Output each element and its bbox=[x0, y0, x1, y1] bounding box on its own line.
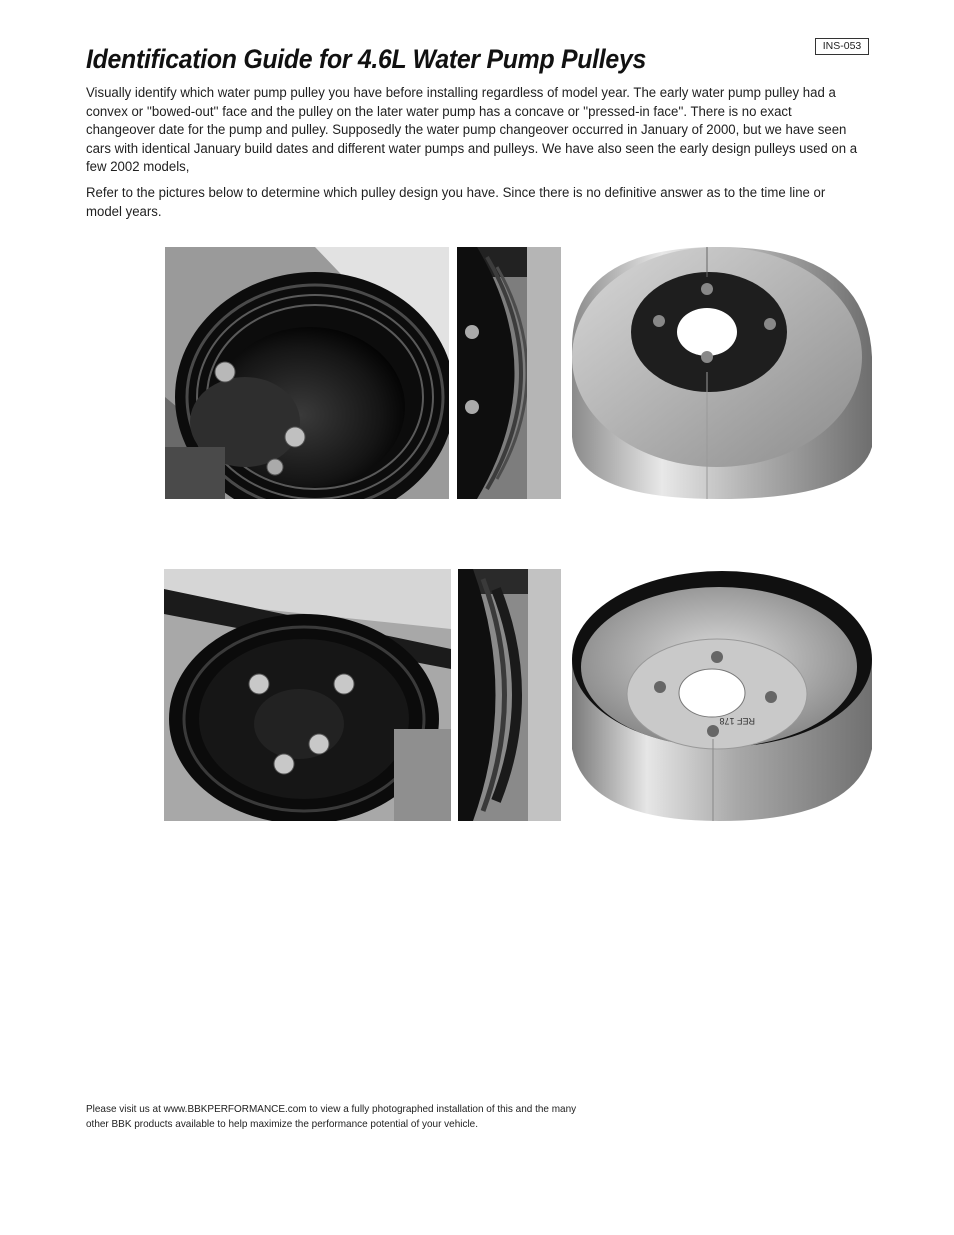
footer-note bbox=[86, 1102, 656, 1132]
page-title: Identification Guide for 4.6L Water Pump Pulleys bbox=[86, 44, 647, 74]
early-convex-pulley-photo bbox=[567, 247, 872, 499]
document-code: INS-053 bbox=[815, 38, 869, 55]
late-concave-pulley-photo bbox=[567, 569, 874, 821]
reference-paragraph: Refer to the pictures below to determine which pulley design you have. Since there is no definitive answer as to the time line or model years. bbox=[86, 185, 826, 220]
late-pulley-side-photo bbox=[458, 569, 561, 821]
footer-line-2: other BBK products available to help maximize the performance potential of your vehicle. bbox=[86, 1118, 479, 1130]
early-pulley-installed-photo bbox=[165, 247, 449, 499]
footer-line-1: Please visit us at www.BBKPERFORMANCE.com to view a fully photographed installation of this and the many bbox=[86, 1103, 577, 1115]
intro-paragraph: Visually identify which water pump pulley you have before installing regardless of model year. The early water pump pulley had a convex or ''bowed-out'' face and the pulley on the later water pump has a concave or ''pressed-in face''. There is no exact changeover date for the pump and pulley. Supposedly the water pump changeover occurred in January of 2000, but we have seen cars with identical January build dates and different water pumps and pulleys. We have also seen the early design pulleys used on a few 2002 models, bbox=[86, 85, 858, 175]
pulley-stamp: REF 178 bbox=[719, 716, 755, 726]
late-pulley-installed-photo bbox=[164, 569, 451, 821]
early-pulley-side-photo bbox=[457, 247, 561, 499]
